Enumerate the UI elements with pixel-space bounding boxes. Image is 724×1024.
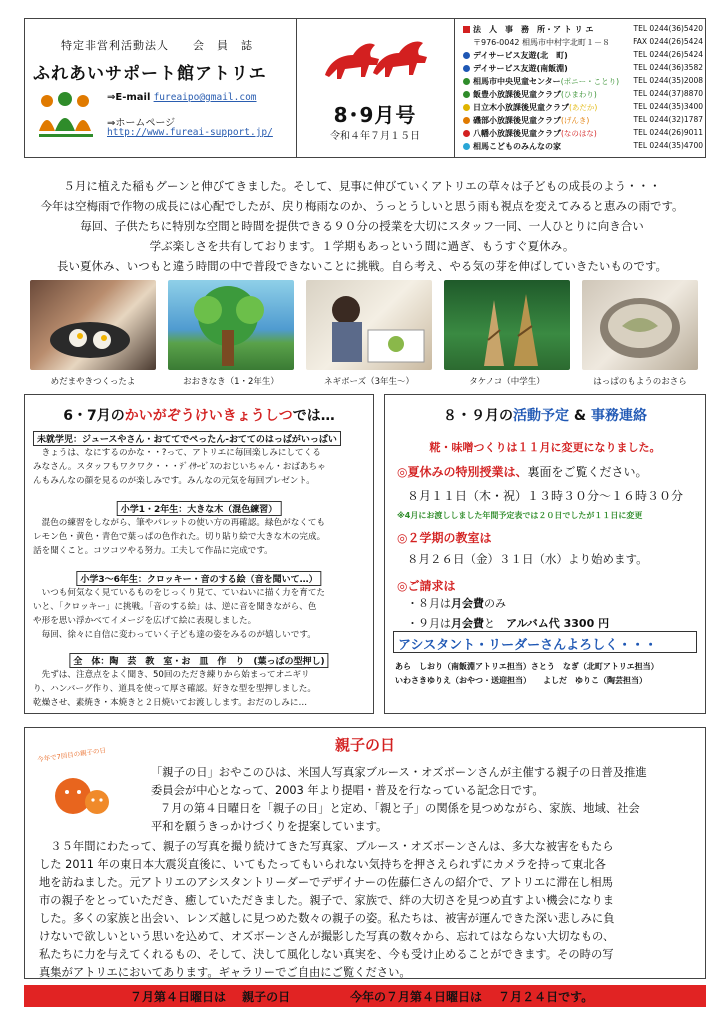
section-text: 毎回、徐々に自信に変わっていく子ども達の姿をみるのが嬉しいです。 bbox=[33, 630, 316, 640]
facility-phone: TEL 0244(37)8870 bbox=[633, 89, 703, 98]
intro-line: 今年は空梅雨で作物の成長には心配でしたが、戻り梅雨なのか、うっとうしいと思う雨も視点を変えてみると恵みの雨です。 bbox=[40, 199, 684, 213]
facility-nickname: (あだか) bbox=[569, 103, 598, 112]
facility-name: 磯部小放課後児童クラブ bbox=[473, 116, 561, 125]
facility-phone: TEL 0244(36)3582 bbox=[633, 63, 703, 72]
masthead-org bbox=[25, 19, 297, 157]
photo-negibozu bbox=[306, 280, 432, 370]
section-text: り、ハンバーグ作り、道具を使って厚さ確認。好きな型を型押しました。 bbox=[33, 684, 316, 694]
article-text: 真集がアトリエにおいてあります。ギャラリーでご自由にご覧ください。 bbox=[39, 966, 411, 979]
article-text: した。多くの家族と出会い、レンズ越しに見つめた数々の親子の姿。私たちは、被害が運んできた深い悲しみに負 bbox=[39, 912, 615, 925]
facility-phone: TEL 0244(26)9011 bbox=[633, 128, 703, 137]
facility-nickname: (ひまわり) bbox=[561, 90, 597, 99]
bullet-icon bbox=[463, 52, 470, 59]
photo-leaf-plate bbox=[582, 280, 698, 370]
article-text: ３５年間にわたって、親子の写真を撮り続けてきた写真家、ブルース・オズボーンさんは、多大な被害をもたら bbox=[39, 840, 614, 853]
footer-banner bbox=[24, 985, 706, 1007]
article-text: 地を訪ねました。元アトリエのアシスタントリーダーでデザイナーの佐藤仁さんの紹介で、アトリエに滞在し相馬 bbox=[39, 876, 613, 889]
directory-row bbox=[463, 37, 703, 50]
section-heading: 小学1・2年生：大きな木（混色練習） bbox=[117, 501, 282, 516]
bullet-icon bbox=[463, 91, 470, 98]
schedule-title: ８・９月の活動予定 & 事務連絡 bbox=[443, 408, 647, 424]
photo-fried-egg bbox=[30, 280, 156, 370]
photo-caption: おおきなき（1・2年生） bbox=[183, 377, 279, 387]
article-text: 市の親子をとっていただき、癒していただきました。親子で、家族で、絆の大切さを見つめ直すよい機会になりま bbox=[39, 894, 615, 907]
section-text: 話を聞くこと。コツコツやる努力。工夫して作品に完成です。 bbox=[33, 546, 273, 556]
billing-head: ◎ご請求は bbox=[397, 579, 456, 593]
directory-row bbox=[463, 24, 703, 37]
article-text: 私たちに力を与えてくれるもの、そして、決して風化しない真実を、今も受け止めることができます。その時の写 bbox=[39, 948, 614, 961]
issue-block bbox=[297, 19, 455, 157]
facility-name: 八幡小放課後児童クラブ bbox=[473, 129, 561, 138]
schedule-notices bbox=[384, 394, 706, 714]
directory-row bbox=[463, 102, 703, 115]
billing-line: ・８月は月会費のみ bbox=[407, 597, 506, 610]
issue-date: 令和４年７月１５日 bbox=[330, 131, 420, 142]
facility-name: デイサービス友遊(南飯淵) bbox=[473, 64, 568, 73]
bullet-icon bbox=[463, 65, 470, 72]
facility-phone: TEL 0244(35)3400 bbox=[633, 102, 703, 111]
org-name: ふれあいサポート館アトリエ bbox=[33, 64, 267, 84]
section-heading: 全 体：陶 芸 教 室・お 皿 作 り (葉っぱの型押し) bbox=[69, 653, 328, 668]
section-text: 先ずは、注意点をよく聞き、50回のただき練りから始まってオニギリ bbox=[33, 670, 310, 680]
facility-phone: TEL 0244(35)2008 bbox=[633, 76, 703, 85]
article-text: した 2011 年の東日本大震災直後に、いてもたってもいられない気持ちを押さえられずにカメラを持って東北各 bbox=[39, 858, 606, 871]
facility-phone: TEL 0244(32)1787 bbox=[633, 115, 703, 124]
photo-caption: タケノコ（中学生） bbox=[469, 377, 545, 387]
intro-line: 毎回、子供たちに特別な空間と時間を提供できる９０分の授業を大切にスタッフ一同、一人ひとりに向き合い bbox=[80, 219, 644, 233]
section-text: んもみんなの顔を見るのが楽しみです。みんなの元気を毎回プレゼント。 bbox=[33, 476, 315, 486]
footer-left: ７月第４日曜日は 親子の日 bbox=[130, 990, 291, 1004]
billing-line: ・９月は月会費と アルバム代 3300 円 bbox=[407, 617, 610, 630]
facility-name: 相馬市中央児童センター bbox=[473, 77, 561, 86]
intro-line: 長い夏休み、いつもと違う時間の中で普段できないことに挑戦。自ら考え、やる気の芽を伸ばしていきたいものです。 bbox=[57, 259, 667, 273]
facility-phone: TEL 0244(26)5424 bbox=[633, 50, 703, 59]
facility-nickname: (なのはな) bbox=[561, 129, 597, 138]
article-text: 委員会が中心となって、2003 年より提唱・普及を行なっている記念日です。 bbox=[151, 784, 544, 797]
bullet-icon bbox=[463, 104, 470, 111]
masthead bbox=[24, 18, 706, 158]
section-text: いと、「クロッキー」に挑戦。「音のする絵」は、逆に音を聞きながら、色 bbox=[33, 602, 317, 612]
photo-caption: ネギボーズ（3年生～） bbox=[324, 377, 414, 387]
bullet-icon bbox=[463, 143, 470, 150]
directory-row bbox=[463, 89, 703, 102]
intro-line: 学ぶ楽しさを共有しております。１学期もあっという間に過ぎ、もうすぐ夏休み。 bbox=[149, 239, 575, 253]
facility-name: 法 人 事 務 所・ア ト リ エ bbox=[473, 25, 594, 34]
section-text: いつも何気なく見ているものをじっくり見て、ていねいに描く力を育てた bbox=[33, 588, 326, 598]
facility-name: 相馬こどものみんなの家 bbox=[473, 142, 561, 151]
section-text: みなさん。スタッフもワクワク・・・ﾃﾞｲｻｰﾋﾞｽのおじいちゃん・おばあちゃ bbox=[33, 462, 326, 472]
facility-phone: TEL 0244(36)5420 bbox=[633, 24, 703, 33]
horse-logo-icon bbox=[319, 33, 431, 93]
term-date: ８月２６日（金）３１日（水）より始めます。 bbox=[407, 552, 648, 566]
term-head: ◎２学期の教室は bbox=[397, 531, 492, 545]
facility-name: 日立木小放課後児童クラブ bbox=[473, 103, 569, 112]
email-link[interactable]: fureaipo@gmail.com bbox=[153, 92, 257, 103]
parent-child-logo-icon bbox=[39, 752, 135, 822]
summer-tail: 裏面をご覧ください。 bbox=[527, 465, 648, 479]
logo-caption: 今年で7回目の親子の日 bbox=[36, 746, 107, 764]
photo-caption: めだまやきつくったよ bbox=[50, 377, 136, 387]
section-text: や形を思い浮かべてイメージを広げて絵に表現しました。 bbox=[33, 616, 257, 626]
footer-right: 今年の７月第４日曜日は ７月２４日です。 bbox=[350, 990, 594, 1004]
section-text: 乾燥させ、素焼き・本焼きと２日焼いてお渡しします。おだのしみに… bbox=[33, 698, 308, 708]
org-subtitle: 特定非営利活動法人 会 員 誌 bbox=[61, 39, 253, 52]
facility-phone: FAX 0244(26)5424 bbox=[633, 37, 703, 46]
section-text: レモン色・黄色・青色で葉っぱの色作れた。切り貼り絵で大きな木の完成。 bbox=[33, 532, 326, 542]
issue-number: 8･9月号 bbox=[333, 103, 417, 127]
summer-head: ◎夏休みの特別授業は、 bbox=[397, 465, 528, 479]
bullet-icon bbox=[463, 117, 470, 124]
directory-row bbox=[463, 115, 703, 128]
staff-list: あら しおり（南飯淵アトリエ担当）さとう なぎ（北町アトリエ担当） bbox=[395, 662, 659, 671]
homepage-link[interactable]: http://www.fureai-support.jp/ bbox=[107, 127, 273, 138]
facility-name: 〒976-0042 相馬市中村字北町１－８ bbox=[473, 38, 611, 47]
directory-row bbox=[463, 128, 703, 141]
directory-row bbox=[463, 63, 703, 76]
facility-phone: TEL 0244(35)4700 bbox=[633, 141, 703, 150]
facility-name: 飯豊小放課後児童クラブ bbox=[473, 90, 561, 99]
article-text: けないで欲しいという思いを込めて、オズボーンさんが撮影した写真の数々から、忘れてはならない大切なもの、 bbox=[39, 930, 615, 943]
article-text: 平和を願うきっかけづくりを提案しています。 bbox=[151, 820, 388, 833]
miso-notice: 糀・味噌つくりは１１月に変更になりました。 bbox=[429, 441, 661, 454]
bullet-icon bbox=[463, 130, 470, 137]
article-text: 「親子の日」おやこのひは、米国人写真家ブルース・オズボーンさんが主催する親子の日普及推進 bbox=[151, 766, 647, 779]
directory-row bbox=[463, 76, 703, 89]
art-class-title: 6・7月のかいがぞうけいきょうしつでは… bbox=[63, 408, 335, 424]
summer-date: ８月１１日（木・祝）１３時３０分～１６時３０分 bbox=[407, 489, 684, 503]
intro-line: ５月に植えた稲もグーンと伸びてきました。そして、見事に伸びていくアトリエの草々は子どもの成長のよう・・・ bbox=[63, 179, 661, 193]
section-text: 混色の練習をしながら、筆やパレットの使い方の再確認。緑色がなくても bbox=[33, 518, 326, 528]
staff-list: いわさきゆりえ（おやつ・送迎担当） よしだ ゆりこ（陶芸担当） bbox=[395, 676, 647, 685]
homepage-label: ⇒ホームページ bbox=[107, 118, 176, 129]
facility-directory bbox=[455, 19, 705, 157]
facility-name: デイサービス友遊(北 町) bbox=[473, 51, 568, 60]
summer-note: ※4月にお渡ししました年間予定表では２０日でしたが１１日に変更 bbox=[397, 511, 643, 520]
org-logo-icon bbox=[35, 91, 99, 143]
photo-caption: はっぱのもようのおさら bbox=[593, 377, 687, 387]
email-label: ⇒E-mail bbox=[107, 92, 151, 103]
article-text: ７月の第４日曜日を「親子の日」と定め、「親と子」の関係を見つめながら、家族、地域、社会 bbox=[160, 802, 640, 815]
article-title: 親子の日 bbox=[334, 736, 395, 754]
photo-bamboo-shoot bbox=[444, 280, 570, 370]
facility-nickname: (ポニー・ことり) bbox=[560, 77, 620, 86]
art-class-report bbox=[24, 394, 374, 714]
section-text: きょうは、なにするのかな・・?って、アトリエに毎回楽しみにしてくる bbox=[33, 448, 321, 458]
assistant-banner: アシスタント・リーダーさんよろしく・・・ bbox=[393, 631, 697, 653]
facility-nickname: (げんき) bbox=[561, 116, 590, 125]
section-heading: 小学3～6年生：クロッキー・音のする絵（音を聞いて…） bbox=[76, 571, 321, 586]
bullet-icon bbox=[463, 26, 470, 33]
photo-big-tree bbox=[168, 280, 294, 370]
directory-row bbox=[463, 141, 703, 154]
directory-row bbox=[463, 50, 703, 63]
parent-child-day-article bbox=[24, 727, 706, 979]
bullet-icon bbox=[463, 78, 470, 85]
section-heading: 未就学児：ジュースやさん・おててでぺったん-おててのはっぱがいっぱい bbox=[33, 431, 341, 446]
